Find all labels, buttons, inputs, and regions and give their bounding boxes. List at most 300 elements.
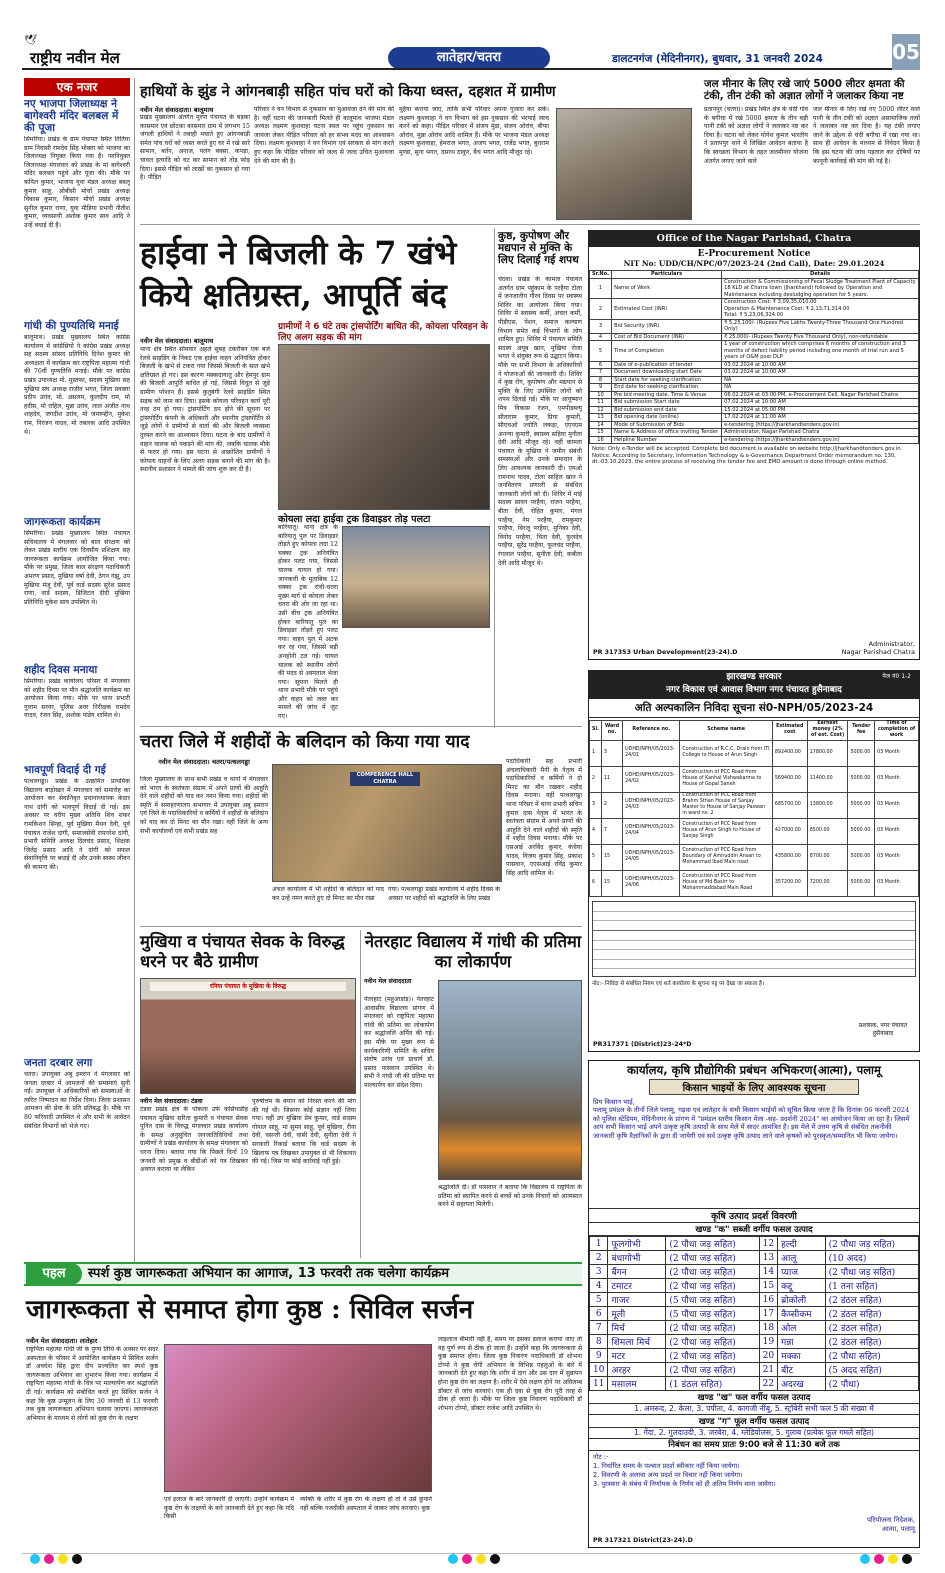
mukhiya-headline: मुखिया व पंचायत सेवक के विरुद्ध धरने पर बैठे ग्रामीण xyxy=(140,932,345,971)
hussainabad-cell: 17800.00 xyxy=(807,740,848,766)
nazar-item xyxy=(24,98,130,316)
nagar-cell: 15.02.2024 at 05:00 PM xyxy=(722,406,919,414)
masthead-rule xyxy=(22,44,892,70)
hussainabad-row xyxy=(590,766,919,792)
nazar-item xyxy=(24,764,130,1053)
hussainabad-pr: PR317371 (District)23-24*D xyxy=(593,1041,692,1048)
nagar-cell: Construction & Commissioning of Fecal Sludge Treatment Plant of Capacity 18 KLD at Chatra town (Jharkhand) followed by Operation and Maintenance including desludging operation for 5 years. xyxy=(722,278,919,299)
nagar-title: E-Procurement Notice xyxy=(697,249,811,259)
register-dot xyxy=(902,1554,912,1564)
atma-cell: बैंगन xyxy=(608,1265,666,1279)
hussainabad-cell: 3 xyxy=(590,792,602,818)
nagar-row xyxy=(590,421,919,429)
atma-section-k: खण्ड "क" सब्जी वर्गीय फसल उत्पाद xyxy=(589,1222,919,1236)
kusht-headline: कुष्ठ, कुपोषण और मद्यपान से मुक्ति के लिए दिलाई गई शपथ xyxy=(498,230,579,266)
nagar-cell: 11 xyxy=(590,399,612,407)
atma-cell: शिमला मिर्च xyxy=(608,1335,666,1349)
register-dot xyxy=(888,1554,898,1564)
atma-cell: प्याज xyxy=(778,1265,826,1279)
ek-nazar-column xyxy=(24,98,130,1263)
hussainabad-th: Scheme name xyxy=(680,721,773,741)
nagar-cell: 6 xyxy=(590,361,612,369)
hussainabad-cell: 7 xyxy=(601,818,622,844)
atma-cell: ओल xyxy=(778,1321,826,1335)
pahal-col-2: एवं इलाज के बारे जानकारी दी जाएगी। उन्होंने कार्यक्रम में कुष्ठ रोग के लक्षणों के बारे जानकारी देते हुए कहा कि यदि किसी xyxy=(164,1496,294,1521)
nagar-cell: 12 xyxy=(590,406,612,414)
nagar-cell: Document downloading start Date xyxy=(612,369,722,377)
nagar-sign: Administrator, Nagar Parishad Chatra xyxy=(841,640,915,656)
register-dot xyxy=(30,1554,40,1564)
nagar-cell: End date for seeking clarification xyxy=(612,384,722,392)
hussainabad-cell: 15 xyxy=(601,870,622,896)
hussainabad-cell: 2 xyxy=(601,792,622,818)
jal-col-2: जल मीनार के लिए रखे गए 5000 लीटर वाले पानी के तीन टंकी को अज्ञात असामाजिक तत्वों ने जलाकर नष्ट कर दिया है। यह टंकी लगाए जाने के उद्देश्य से चंदी बगीचा में रखा गया था। साथ ही आवेदन के माध्यम से निवेदन किया है कि इस घटना की जांच पड़ताल कर दोषियों पर कानूनी कार्रवाई की मांग की गई है। xyxy=(813,106,920,165)
lead-headline: हाथियों के झुंड ने आंगनबाड़ी सहित पांच घरों को किया ध्वस्त, दहशत में ग्रामीण xyxy=(140,84,556,100)
gandhi-col-2: श्रद्धांजलि दी। डॉ पासवान ने बताया कि विद्यालय में राष्ट्रपिता के प्रतिमा को स्थापित करने से बच्चों को उनके विचारों को आत्मसात करने में सहायता मिलेगी। xyxy=(438,1184,582,1209)
hussainabad-cell: UDHD/NPH/05/2023-24/01 xyxy=(623,740,680,766)
atma-note: 3. पुरस्कार के संबंध में निर्णायक के निर्णय को ही अंतिम निर्णय माना जायेगा। xyxy=(593,1480,776,1488)
nagar-cell: 1 year of construction which comprises 6 months of construction and 3 months of defect liability period including one month of trial run and 5 years of O&M post DLP xyxy=(722,341,919,362)
jal-col-1: प्रतापपुर (चतरा)। प्रखंड स्थित क्षेत्र के चंदी गांव के बगीचा में रखे 5000 क्षमता के तीन बड़ी पानी टंकी को अज्ञात लोगों ने जलाकर नष्ट कर दिया है। घटना को लेकर योगेश कुमार भारतीय ने प्रतापपुर थाने में लिखित आवेदन बताया है कि स्वच्छता विभाग के तहत जलमीनार योजना अंतर्गत लगाए जाने वाले xyxy=(704,106,808,165)
nagar-row xyxy=(590,376,919,384)
shahid-col-4: पदाधिकारी सह प्रभारी अंचलाधिकारी मैनी के नेतृत्व में पदाधिकारियों व कर्मियों ने दो मिनट का मौन रखकर शहीद दिवस मनाया। वहीं पत्थलगड्डा थाना परिसर में थाना प्रभारी सचिन कुमार दास नेतृत्व में भारत के स्वतंत्रता संग्राम में अपने प्राणों की आहुति देने वाले शहीदों की स्मृति में शहीद दिवस मनाया। मौके पर एसआई अरविंद कुमार, कंचेया यादव, विजय कुमार सिंह, प्रकाश पासवान, एएसआई रविंद्र कुमार सिंह आदि शामिल थे। xyxy=(506,758,582,877)
atma-tbody xyxy=(590,1237,919,1391)
atma-cell: (2 डंठल सहित) xyxy=(825,1321,918,1335)
hussainabad-th: Reference no. xyxy=(623,721,680,741)
nagar-cell: Bid submission Start date xyxy=(612,399,722,407)
nagar-cell: Administrator, Nagar Parishad Chatra xyxy=(722,429,919,437)
hussainabad-sign: प्रशासक, नगर पंचायत हुसैनाबाद xyxy=(858,1022,908,1037)
hussainabad-row xyxy=(590,818,919,844)
nagar-cell: 9 xyxy=(590,384,612,392)
atma-time: निबंधन का समय प्रातः 9:00 बजे से 11:30 बजे तक xyxy=(589,1439,919,1451)
register-dot xyxy=(860,1554,870,1564)
hussainabad-notice xyxy=(588,670,920,1052)
nagar-cell: Name & Address of office inviting Tender xyxy=(612,429,722,437)
atma-cell: ब्रोकोली xyxy=(778,1293,826,1307)
nagar-cell: 8 xyxy=(590,376,612,384)
atma-sign: परियोजना निदेशक, आत्मा, पलामू xyxy=(867,1516,915,1533)
pahal-byline: नवीन मेल संवाददाता। लातेहार xyxy=(26,1337,98,1345)
mukhiya-byline: नवीन मेल संवाददाता। टंडवा xyxy=(140,1098,203,1105)
atma-cell: (5 पौधा जड़ सहित) xyxy=(666,1307,759,1321)
atma-section-kh: खण्ड "ख" फल वर्गीय फसल उत्पाद xyxy=(589,1391,919,1404)
hussainabad-title: अति अल्पकालिन निविदा सूचना सं0-NPH/05/2023-24 xyxy=(589,701,919,718)
atma-notice xyxy=(588,1060,920,1548)
atma-cell: कैप्सीकम xyxy=(778,1307,826,1321)
atma-cell: (2 डंठल सहित) xyxy=(825,1293,918,1307)
hussainabad-header-row xyxy=(590,721,919,741)
pahal-banner: स्पर्श कुष्ठ जागरूकता अभियान का आगाज, 13 फरवरी तक चलेगा कार्यक्रम xyxy=(88,1266,449,1281)
atma-cell: मसालम xyxy=(608,1377,666,1391)
highway-photo xyxy=(278,344,490,510)
nagar-th: Particulars xyxy=(612,271,722,279)
atma-cell: 5 xyxy=(590,1293,608,1307)
atma-cell: फूलगोभी xyxy=(608,1237,666,1251)
nagar-cell: 16 xyxy=(590,436,612,444)
nagar-cell: Name of Work xyxy=(612,278,722,299)
atma-cell: (2 पौधा सहित) xyxy=(825,1349,918,1363)
atma-cell: 17 xyxy=(759,1307,777,1321)
atma-cell: मक्का xyxy=(778,1349,826,1363)
register-dot xyxy=(72,1554,82,1564)
nagar-cell: Date of e-publication of tender xyxy=(612,361,722,369)
truck-photo xyxy=(342,526,490,628)
atma-cell: (2 पौधा जड़ सहित) xyxy=(666,1363,759,1377)
nagar-cell: 7 xyxy=(590,369,612,377)
truck-body-cont xyxy=(342,632,490,722)
hussainabad-cell: 5000.00 xyxy=(848,844,875,870)
atma-cell: (2 पौधा जड़ सहित) xyxy=(666,1265,759,1279)
atma-row xyxy=(590,1363,919,1377)
hussainabad-th: Ward no. xyxy=(601,721,622,741)
hussainabad-cell: 5000.00 xyxy=(848,870,875,896)
atma-cell: मटर xyxy=(608,1349,666,1363)
nagar-row xyxy=(590,391,919,399)
hussainabad-cell: 427000.00 xyxy=(772,818,807,844)
atma-cell: (2 डंठल सहित) xyxy=(825,1335,918,1349)
hussainabad-cell: 15 xyxy=(601,844,622,870)
nagar-row xyxy=(590,341,919,362)
mukhiya-col-2: पुरुषोत्तम के बयान को निरस्त करने की मांग की गई थी। जिसपर कोई संज्ञान नहीं लिया गया। वहीं उप मुखिया प्रेम कुमार, वार्ड सदस्य गोपाल साहू, मां सुमन साहू, पूर्व मुखिया, रीना देवी, वसन्ती देवी, वासी देवी, सुनीता देवी ने सरकारी रिकार्ड बताया कि वार्ड सदस्य के खिलाफ पत्र लिखकर उपायुक्त से भी शिकायत की गई। जिस पर कोई कार्रवाई नहीं हुई। xyxy=(252,1098,356,1166)
atma-cell: (2 पौधा जड़ सहित) xyxy=(825,1265,918,1279)
hussainabad-th: Time of completion of work xyxy=(875,721,919,741)
atma-cell: 19 xyxy=(759,1335,777,1349)
atma-cell: (5 पौधा जड़ सहित) xyxy=(666,1293,759,1307)
ek-nazar-label: एक नजर xyxy=(24,78,130,96)
hussainabad-cell: 11 xyxy=(601,766,622,792)
atma-row xyxy=(590,1377,919,1391)
nazar-title: भावपूर्ण विदाई दी गई xyxy=(24,764,106,776)
hussainabad-tbody xyxy=(590,740,919,896)
hussainabad-table xyxy=(589,720,919,897)
pahal-label: पहल xyxy=(26,1263,82,1285)
atma-intro: प्रिय किसान भाई, पलामू प्रमंडल के तीनों जिले पलामू, गढ़वा एवं लातेहार के सभी किसान भाईयों को सूचित किया जाता है कि दिनांक 06 फरवरी 2024 को पुलिस स्टेडियम, मेदिनीनगर के प्रांगण में "प्रमंडल स्तरीय किसान मेला -सह- प्रदर्शनी 2024" का आयोजन किया जा रहा है। जिसमें आप सभी किसान भाई अपने उत्कृष्ट कृषि उत्पादों के साथ मेले में सादर आमंत्रित हैं। इस मेले में उत्तम कृषि से संबंधित तकनीकी जानकारी कृषि वैज्ञानिकों के द्वारा दी जायेगी एवं सर्व उत्कृष्ट कृषि उत्पाद लाने वाले कृषकों को पुरस्कृत/सम्मानित भी किया जायेगा। xyxy=(593,1098,910,1140)
nagar-cell: 17.02.2024 at 11:00 AM xyxy=(722,414,919,422)
nagar-row xyxy=(590,369,919,377)
nagar-cell: ₹ 25,000/- (Rupees Twenty Five Thousand Only), non-refundable xyxy=(722,333,919,341)
atma-note: 1. निर्धारित समय के पश्चात प्रदर्श स्वीकार नहीं किया जायेगा। xyxy=(593,1462,740,1470)
atma-row xyxy=(590,1335,919,1349)
atma-cell: बीट xyxy=(778,1363,826,1377)
pahal-col-4: लाइलाज बीमारी नहीं है, समय पर इसका इलाज कराया जाए तो वह पूर्ण रूप से ठीक हो जाता है। उन्होंने कहा कि जागरूकता से कुष्ठ समाप्त होगा। जिला कुष्ठ निवारण पदाधिकारी डॉ शोभना टोप्पो ने कुष्ठ रोगी अभियान के विभिन्न पहलुओं के बारे में जानकारी देते हुए कहा कि शरीर में दाग और उस दाग में सुन्नापन होना कुष्ठ रोग का लक्षण है। शरीर में ऐसे लक्षण होने पर अविलम्ब डॉक्टर से जांच करवाएं। एक ही दवा से कुष्ठ रोग पूरी तरह से ठीक हो जाता है। मौके पर जिला कुष्ठ निवारण पदाधिकारी डॉ शोभना टोप्पो, डॉक्टर राजेश आदि उपस्थित थे। xyxy=(438,1336,582,1412)
masthead-logo-icon: 🕊 xyxy=(24,35,37,46)
mukhiya-col-1: टंडवा प्रखंड क्षेत्र के पोकला उर्फ कसियाडीह पंचायत मुखिया सरिता कुमारी व पंचायत सेवक पुनित दास के विरुद्ध मंगलवार प्रखंड कार्यालय के समक्ष अनुसूचित जनजातिविधियों तथा ग्रामीणों ने प्रखंड कार्यालय के समक्ष मंगलवार को धरना दिया। बताया गया कि पिछले दिनों 19 जनवरी को प्रमुख व बीडीओ को पत्र लिखकर अवगत कराया था लेकिन xyxy=(140,1106,248,1174)
atma-cell: 2 xyxy=(590,1251,608,1265)
atma-row xyxy=(590,1349,919,1363)
atma-cell: अदरख xyxy=(778,1377,826,1391)
atma-cell: 12 xyxy=(759,1237,777,1251)
hussainabad-cell: 357200.00 xyxy=(772,870,807,896)
atma-cell: आलू xyxy=(778,1251,826,1265)
nazar-title: गांधी की पुण्यतिथि मनाई xyxy=(24,320,119,332)
nagar-cell: 07.02.2024 at 10:00 AM xyxy=(722,399,919,407)
hussainabad-cell: Construction of PCC Road from Boundary of Amiruddin Ansari to Mohammad Ibad Main road xyxy=(680,844,773,870)
atma-cell: बंधागोभी xyxy=(608,1251,666,1265)
nagar-note: Note: Only e-Tender will be accepted. Complete bid document is available on website http://jharkhandtenders.gov.in. Notice: According to Secretary, Information Technology & e-Governance Department Order memorandum no. 130, dt.-03.10.2023, the entire process of receiving the tender fee and EMD amount is done through online method. xyxy=(592,446,903,466)
hussainabad-cell: UDHD/NPH/05/2023-24/06 xyxy=(623,870,680,896)
nazar-item xyxy=(24,516,130,660)
atma-cell: मूली xyxy=(608,1307,666,1321)
hussainabad-row xyxy=(590,870,919,896)
nagar-cell: Pre bid meeting date, Time & Venue xyxy=(612,391,722,399)
nazar-title: शहीद दिवस मनाया xyxy=(24,664,98,676)
highway-body: थाना क्षेत्र स्थित सोमवार अहले सुबह टकरीबन एक बजे रेलवे साइडिंग के निकट एक हाईवा वाहन अनियंत्रित होकर बिजली के खंभे से टकरा गया जिससे बिजली के सात खंभे क्षतिग्रस्त हो गए। इस कारण मक्कदायातु और हेमपुर ग्राम की बिजली आपूर्ति बाधित हो गई, जिससे विधुत से जुड़े ग्रामीण परेशान हैं। इससे कुतुबंगी रेलवे साइडिंग स्थित सड़क को जाम कर दिया। इसके कोयला परिवहन कार्य पूरी तरह ठप हो गया। ट्रांसपोर्टिंग ठप होने की सूचना पर ट्रांसपोर्टिंग कंपनी के अधिकारी और स्थानीय ट्रांसपोर्टिंग से जुड़े लोगों ने ग्रामीणों से वार्ता की और बिजली व्यवस्था दुरुस्त करने का आश्वासन दिया। घटना के बाद ग्रामीणों ने वाहन चालक को पकड़ने की मांग की, जबकि चालक मौके से फरार हो गया। इस घटना से आक्रोशित ग्रामीणों ने कोयला वाहनों के लिए अलग सड़क बनाने की मांग की है। स्थानीय प्रशासन ने मामले की जांच शुरू कर दी है। xyxy=(140,346,270,474)
atma-cell: 1 xyxy=(590,1237,608,1251)
hussainabad-th: Earnest money (2% of est. Cost) xyxy=(807,721,848,741)
atma-cell: (1 डंठल सहित) xyxy=(666,1377,759,1391)
nagar-cell: e-tendering (https://jharkhandtenders.gov.in) xyxy=(722,421,919,429)
nagar-cell: NA xyxy=(722,384,919,392)
nagar-row xyxy=(590,361,919,369)
nagar-cell: NA xyxy=(722,376,919,384)
atma-note: 2. विवरणी के अलावा अन्य प्रदर्श पर विचार नहीं किया जायेगा। xyxy=(593,1471,743,1479)
nagar-cell: 1 xyxy=(590,278,612,299)
section-pill: लातेहार/चतरा xyxy=(388,47,550,69)
shahid-col-3: गया। पत्थलगड्डा प्रखंड कार्यालय में शहीद दिवस के अवसर पर शहीदों को श्रद्धांजलि के लिए प्रखंड xyxy=(388,886,500,902)
truck-caption: कोयला लदा हाईवा ट्रक डिवाइडर तोड़ पलटा xyxy=(278,512,490,525)
dateline: डालटनगंज (मेदिनीनगर), बुधवार, 31 जनवरी 2024 xyxy=(612,53,823,65)
hussainabad-cell: Construction of R.C.C. Drain from ITI College to House of Arun Singh xyxy=(680,740,773,766)
nazar-title: जागरूकता कार्यक्रम xyxy=(24,516,101,528)
atma-cell: मिर्च xyxy=(608,1321,666,1335)
hussainabad-cell: Construction of PCC Road from House of Kanhai Vishwakarma to House of Gopal Saneh xyxy=(680,766,773,792)
gandhi-col-1: नेतरहाट (महुआडांड़)। नेतरहाट आवासीय विद्यालय प्रांगण में मंगलवार को राष्ट्रपिता महात्मा गांधी की प्रतिमा का लोकार्पण कर श्रद्धांजलि अर्पित की गई। इस मौके पर मुख्य रूप से कार्यकारिणी समिति के सचिव संतोष उरांव एवं प्राचार्य डॉ. प्रसाद पासवान उपस्थित थे। सभी ने गांधी जी की प्रतिमा पर माल्यार्पण कर संदेश दिया। xyxy=(364,996,434,1089)
nagar-parishad-notice xyxy=(588,230,920,660)
hussainabad-cell: 892400.00 xyxy=(772,740,807,766)
atma-cell: (2 पौधा जड़ सहित) xyxy=(666,1321,759,1335)
atma-row xyxy=(590,1293,919,1307)
hussainabad-cell: 2 xyxy=(590,766,602,792)
pahal-headline: जागरूकता से समाप्त होगा कुष्ठ : सिविल सर्जन xyxy=(26,1295,474,1325)
nagar-cell: e-tendering (https://jharkhandtenders.gov.in) xyxy=(722,436,919,444)
mukhiya-sign-text: रनिया पंचायत के मुखिया के विरुद्ध xyxy=(150,982,346,991)
atma-cell: 11 xyxy=(590,1377,608,1391)
nagar-cell: 13 xyxy=(590,414,612,422)
atma-cell: (2 पौधा जड़ सहित) xyxy=(666,1349,759,1363)
nagar-row xyxy=(590,384,919,392)
hussainabad-cell: 13800.00 xyxy=(807,792,848,818)
nazar-text: सिमरिया। प्रखंड के ग्राम पंचायत स्थित तितिया ग्राम निवासी रामदेव सिंह भोक्ता को भाजपा का जिलाध्यक्ष नियुक्त किया गया है। नवनियुक्त जिलाध्यक्ष मंगलवार को प्रखंड के मां बागेश्वरी मंदिर बलबल पहुंचे और पूजा की। मौके पर कपिल कुमार, भाजपा युवा मंडल अध्यक्ष बबलू कुमार साहू, ओबीसी मोर्चा प्रखंड अध्यक्ष विकास कुमार, किसान मोर्चा प्रखंड अध्यक्ष सुनील कुमार राणा, युवा मीडिया प्रभारी नीतीश कुमार, व्यवसायी अशोक कुमार साव आदि ने उन्हें बधाई दी है। xyxy=(24,136,130,229)
hussainabad-cell: 5000.00 xyxy=(848,792,875,818)
nazar-item xyxy=(24,664,130,760)
hussainabad-cell: 4 xyxy=(590,818,602,844)
atma-pr: PR 317321 District(23-24).D xyxy=(593,1537,693,1544)
hussainabad-th: Estimated cost xyxy=(772,721,807,741)
atma-cell: 14 xyxy=(759,1265,777,1279)
hussainabad-cell: 569400.00 xyxy=(772,766,807,792)
atma-g-text: 1. गेंदा, 2. गुलदाउदी, 3. जरबेरा, 4. ग्लेडियोलस, 5. गुलाब (प्रत्येक फूल गमले सहित) xyxy=(589,1428,919,1439)
atma-note: नोट :- xyxy=(593,1453,609,1461)
atma-section-g: खण्ड "ग" फूल वर्गीय फसल उत्पाद xyxy=(589,1415,919,1428)
nagar-row xyxy=(590,406,919,414)
nagar-office: Office of the Nagar Parishad, Chatra xyxy=(589,231,919,247)
hussainabad-th: Tender fee xyxy=(848,721,875,741)
hussainabad-row xyxy=(590,844,919,870)
hussainabad-cell: Construction of PCC Road from House of Md Basirr to Mohammaddabad Main Road xyxy=(680,870,773,896)
register-dot xyxy=(490,1554,500,1564)
shahid-banner: COMPERENCE HALL CHATRA xyxy=(350,772,420,786)
highway-subhead: ग्रामीणों ने 6 घंटे तक ट्रांसपोर्टिंग बाधित की, कोयला परिवहन के लिए अलग सड़क की मांग xyxy=(278,322,488,343)
hussainabad-cell: 6 xyxy=(590,870,602,896)
atma-row xyxy=(590,1321,919,1335)
atma-cell: (2 पौधा) xyxy=(825,1377,918,1391)
atma-notes xyxy=(589,1451,919,1491)
nagar-row xyxy=(590,414,919,422)
atma-row xyxy=(590,1251,919,1265)
nazar-text: सिमरिया। प्रखंड कार्यालय परिसर में मंगलवार को शहीद दिवस पर मौन श्रद्धांजलि कार्यक्रम का आयोजन किया गया। मौके पर थाना प्रभारी गुलाम सरवर, पुलिस अवर निरीक्षक रामदेव यादव, रंजन सिंह, अशोक पांडेय शामिल थे। xyxy=(24,678,130,720)
nagar-cell: ₹ 5,23,100/- (Rupees Five Lakhs Twenty-Three Thousand One Hundred Only) xyxy=(722,319,919,333)
nagar-cell: 14 xyxy=(590,421,612,429)
hussainabad-cell: 03 Month xyxy=(875,740,919,766)
atma-cell: (1 तना सहित) xyxy=(825,1279,918,1293)
lead-col-3: मुहैया कराया जाए, ताकि सभी परिवार अपना गुजारा कर सकें। लक्ष्मण कुशवाहा ने वन विभाग को इस नुकसान की भरपाई जल्द करने को कहा। पीड़ित परिवार में संजय मुंडा, संजय ओरांव, बीफा ओरांव, मुन्ना ओरांव आदि शामिल हैं। मौके पर भाजपा मंडल अध्यक्ष लक्ष्मण कुशवाहा, हेमराज भगत, अजय भगत, राजेंद्र भगत, बुधराम मुण्डा, सुना भगत, दसरथ ठाकुर, बैच भगत आदि मौजूद रहे। xyxy=(399,106,549,156)
hussainabad-small-table xyxy=(592,901,916,977)
nazar-title: जनता दरबार लगा xyxy=(24,1057,93,1069)
atma-cell: 13 xyxy=(759,1251,777,1265)
nazar-text: पत्थलगड्डा। प्रखंड के उत्क्रमित प्राथमिक विद्यालय बाड़ोखार में मंगलवार को समारोह का आयोजन कर सेवानिवृत प्रधानाध्यापक केदार नाथ दांगी को भावपूर्ण विदाई दी गई। इस अवसर पर वरीय मुख्य अतिथि शिव शंकर रामकिशन सिन्हा, पूर्व मुखिया मैथन देवी, पूर्व पंचायत राजेश दांगी, समाजसेवी रामनरेश दांगी, प्रभारी समिति अध्यक्ष दिलचंद प्रसाद, शिक्षक जितेंद्र प्रसाद आदि ने दांगी को सफल सेवानिवृत्ति पर बधाई दी और उनके स्वस्थ जीवन की कामना की। xyxy=(24,778,130,871)
nazar-title: नए भाजपा जिलाध्यक्ष ने बागेश्वरी मंदिर बलबल में की पूजा xyxy=(24,98,119,134)
highway-byline: नवीन मेल संवाददाता। बालूमाथ xyxy=(140,337,214,345)
nagar-cell: 15 xyxy=(590,429,612,437)
atma-cell: 10 xyxy=(590,1363,608,1377)
atma-cell: अरहर xyxy=(608,1363,666,1377)
lead-col-1: प्रखंड मुख्यालय अंतर्गत मुरपा पंचायत के बड़का कासमार एवं छोटका कासमार ग्राम में लगभग 15 जंगली हाथियों ने तबाही मचाते हुए आंगनबाड़ी समेत पांच घरों को ध्वस्त करते हुए घर में रखे सारे सामान, बर्तन, अनाज, पलंग बक्सा, कपड़ा, चावल इत्यादि को चट कर सामान को तोड़ फोड़ दिया। इससे पीड़ित को लाखों का नुकसान हो गया है। पीड़ित xyxy=(140,114,250,182)
atma-cell: गाजर xyxy=(608,1293,666,1307)
nagar-row xyxy=(590,299,919,320)
hussainabad-cell: 8700.00 xyxy=(807,844,848,870)
atma-cell: (2 पौधा जड़ सहित) xyxy=(666,1335,759,1349)
register-dot xyxy=(448,1554,458,1564)
nagar-cell: 03.02.2024 at 10:00 AM xyxy=(722,361,919,369)
nagar-cell: Bid submission end date xyxy=(612,406,722,414)
gandhi-headline: नेतरहाट विद्यालय में गांधी की प्रतिमा का लोकार्पण xyxy=(364,932,582,971)
atma-cell: 21 xyxy=(759,1363,777,1377)
register-dot xyxy=(58,1554,68,1564)
hussainabad-cell: 03 Month xyxy=(875,766,919,792)
nagar-row xyxy=(590,429,919,437)
pahal-col-1: राष्ट्रपिता महात्मा गांधी जी के पुण्य तिथि के अवसर पर सदर अस्पताल के परिसर में आयोजित कार्यक्रम में सिविल सर्जन डॉ अवधेश सिंह द्वारा दीप प्रज्वलित कर स्पर्श कुष्ठ जागरूकता अभियान का शुभारंभ किया गया। कार्यक्रम में राष्ट्रपिता महात्मा गांधी के चित्र पर माल्यार्पण कर श्रद्धांजलि दी गई। कार्यक्रम को संबोधित करते हुए सिविल सर्जन ने कहा कि कुष्ठ उन्मूलन के लिए 30 जनवरी से 13 फरवरी तक कुष्ठ जागरूकता अभियान चलाया जाएगा। जागरूकता अभियान के माध्यम से लोगों को कुष्ठ रोग के लक्षण xyxy=(26,1346,158,1422)
hussainabad-dept: नगर विकास एवं आवास विभाग नगर पंचायत हुसैनाबाद xyxy=(666,685,842,695)
highway-headline: हाईवा ने बिजली के 7 खंभे किये क्षतिग्रस्त, आपूर्ति बंद xyxy=(140,234,457,314)
atma-row xyxy=(590,1279,919,1293)
hussainabad-cell: 685700.00 xyxy=(772,792,807,818)
atma-cell: (10 अदद) xyxy=(825,1251,918,1265)
nagar-th: Sr.No. xyxy=(590,271,612,279)
lead-col-2: परिवार ने वन विभाग से नुकसान का मुआवजा देने की मांग की है। वहीं घटना की जानकारी मिलते ही बालूमाथ भाजपा मंडल अध्यक्ष लक्ष्मण कुशवाहा घटना स्थल पर पहुंच नुकसान का जायजा लेकर पीड़ित परिवार को हर संभव मदद का आश्वासन दिया। लक्ष्मण कुशवाहा ने वन विभाग एवं सरकार से मांग करते हुए कहा कि पीड़ित परिवार को जल्द से जल्द उचित मुआवजा देने की मांग की है। xyxy=(254,106,394,165)
mukhiya-photo xyxy=(140,978,356,1094)
hussainabad-cell: 03 Month xyxy=(875,844,919,870)
nagar-th: Details xyxy=(722,271,919,279)
shahid-byline: नवीन मेल संवाददाता। चतरा/पत्थलगड्डा xyxy=(158,758,250,766)
hussainabad-cell: 03 Month xyxy=(875,818,919,844)
nagar-cell: Time of Completion xyxy=(612,341,722,362)
atma-cell: (2 पौधा जड़ सहित) xyxy=(666,1237,759,1251)
atma-cell: 18 xyxy=(759,1321,777,1335)
nagar-nit: NIT No: UDD/CH/NPC/07/2023-24 (2nd Call), Date: 29.01.2024 xyxy=(623,259,885,268)
nagar-cell: Mode of Submission of Bids xyxy=(612,421,722,429)
atma-cell: 22 xyxy=(759,1377,777,1391)
hussainabad-cell: 03 Month xyxy=(875,870,919,896)
pahal-photo xyxy=(164,1344,432,1492)
hussainabad-page: पेज नं0 1-2 xyxy=(882,673,911,680)
hussainabad-cell: 8500.00 xyxy=(807,818,848,844)
hussainabad-cell: Construction of PCC Road from House of Arun Singh to House of Sanjay Singh xyxy=(680,818,773,844)
hussainabad-thead xyxy=(590,721,919,741)
nagar-cell: Helpline Number xyxy=(612,436,722,444)
shahid-headline: चतरा जिले में शहीदों के बलिदान को किया गया याद xyxy=(140,732,470,752)
nagar-cell: Construction Cost: ₹ 3,09,35,010.00 Operation & Maintenance Cost: ₹ 2,13,71,314.00 Total: ₹ 5,23,06,324.00 xyxy=(722,299,919,320)
nagar-cell: 5 xyxy=(590,341,612,362)
nazar-item xyxy=(24,320,130,512)
nagar-cell: Bid opening date (online) xyxy=(612,414,722,422)
atma-row xyxy=(590,1307,919,1321)
atma-table-title: कृषि उत्पाद प्रदर्श विवरणी xyxy=(589,1208,919,1222)
atma-kh-text: 1. अमरूद, 2. केला, 3. पपीता, 4. कागजी नींबू, 5. स्ट्रॉबेरी सभी फल 5 की संख्या में xyxy=(589,1404,919,1415)
register-dot xyxy=(44,1554,54,1564)
nazar-text: सिमरिया। प्रखंड मुख्यालय स्थित पंचायत सचिवालय में मंगलवार को बाल संरक्षण को लेकर प्रखंड स्तरीय एक दिवसीय प्रशिक्षण सह जागरूकता कार्यक्रम आयोजित किया गया। मौके पर प्रमुख, जिला बाल संरक्षण पदाधिकारी अमरण प्रसाद, मुखिया वर्षा देवी, ठेगन गंझू, उप मुखिया मंजू देवी, पूर्व वार्ड सदस्य सुरेश प्रसाद राणा, वार्ड सदस्य, डिजिटल दीदी मुखिया प्रतिनिधि मुकेश साव उपस्थित थे। xyxy=(24,530,130,606)
atma-cell: (2 पौधा जड़ सहित) xyxy=(666,1279,759,1293)
register-dot xyxy=(874,1554,884,1564)
atma-cell: 3 xyxy=(590,1265,608,1279)
nagar-cell: 4 xyxy=(590,333,612,341)
nagar-cell: 03.02.2024 at 10:00 AM xyxy=(722,369,919,377)
hussainabad-cell: UDHD/NPH/05/2023-24/03 xyxy=(623,792,680,818)
kusht-body: चंदवा। प्रखंड के कामता पंचायत अंतर्गत ग्राम पहुंकाम के परहैया टोला में जनजातीय गौरव दिवस पर स्वास्थ्य शिविर का आयोजन किया गया। शिविर में स्वास्थ्य कर्मी, अंचल कर्मी, पीडीएस, पेंशन, समाज कल्याण विभाग समेत कई विभागों के लोग शामिल हुए। शिविर में पंचायत समिति सदस्य अयूब खान, मुखिया रोजा भगत ने संयुक्त रूप से उद्घाटन किया। मौके पर सभी विभाग के अधिकारियों ने योजनाओं की जानकारी दी। शिविर में कुष्ठ रोग, कुपोषण और मद्यपान से मुक्ति के लिए उपस्थित लोगों को शपथ दिलाई गई। मौके पर आयुष्मान मित्र विकास रंजन, एमपीडब्ल्यू सीताराम कुमार, प्रिया कुमारी, सीएचओ ज्योति लकड़ा, एएनएम अनन्या कुमारी, स्वास्थ्य सहिया मुनीता देवी आदि मौजूद रहे। वहीं कामता पंचायत के मुखिया ने जमीन संबंधी समस्याओं और उनके समाधान के लिए आवश्यक जानकारी दी। एमओ रामनाथ यादव, टोला साहिल खान ने जनवितरण प्रणाली से संबंधित जानकारी लोगों को दी। शिविर में मांई सदस्य सावन परहैया, राजन परहैया, बीता देवी, रोहित कुमार, मंगल परहैया, नेम परहैया, रामकुमार परहैया, बिरजू परहैया, मुनिका देवी, विनोद परहैया, चिंता देवी, फुलदेव परहैया, सुरेंद्र परहैया, फूलचंद परहैया, रंगलाल परहैया, सुनीता देवी, कबीता देवी आदि मौजूद थे। xyxy=(498,276,582,567)
page-number: 05 xyxy=(892,34,920,70)
atma-cell: टमाटर xyxy=(608,1279,666,1293)
nagar-cell: Estimated Cost (INR) xyxy=(612,299,722,320)
nazar-text: चतरा। उपायुक्त अबु इमरान ने मंगलवार को जनता दरबार में आमजनों की समस्याएं सुनी गईं। उपायुक्त ने अधिकारियों को समस्याओं के त्वरित निष्पादन का निर्देश दिया। जिला प्रशासन आमजन की सेवा के प्रति प्रतिबद्ध है। मौके पर 80 फरियादी उपस्थित थे और सभी के आवेदन संबंधित विभागों को भेजे गए। xyxy=(24,1071,130,1130)
hussainabad-note: नोट:- निविदा से संबंधित नियम एवं शर्त कार्यालय के सूचना पट्ट पर देखा जा सकता है। xyxy=(592,980,765,987)
hussainabad-cell: 435800.00 xyxy=(772,844,807,870)
hussainabad-cell: 5000.00 xyxy=(848,740,875,766)
hussainabad-cell: 5000.00 xyxy=(848,818,875,844)
hussainabad-cell: 1 xyxy=(590,740,602,766)
hussainabad-header xyxy=(589,671,919,699)
atma-sub: किसान भाइयों के लिए आवश्यक सूचना xyxy=(649,1079,859,1095)
atma-title: कार्यालय, कृषि प्रौद्योगिकी प्रबंधन अभिकरण(आत्मा), पलामू xyxy=(626,1063,881,1077)
nazar-text: बालूमाथ। प्रखंड मुख्यालय स्थित कांग्रेस कार्यालय में कांग्रेसियों ने कांग्रेस प्रखंड अध्यक्ष सह सदस्य सांसद प्रतिनिधि दिनेश कुमार की अध्यक्षता में कार्यक्रम कर राष्ट्रपिता महात्मा गांधी की 76वीं पुण्यतिथि मनाई। मौके पर कांग्रेस प्रखंड उपाध्यक्ष मो. मुस्तफा, सदस्य मुखिया सह मुखिया संघ अध्यक्ष राजीव भगत, जिला प्रवक्ता प्रदीप उरांव, मो. असलम, कुलदीप राम, मो हदीस, मो राहिल, मुन्ना उरांव, लाल अजीत नाथ शाहदेव, जगदीश उरांव, मो जमरूद्दीन, मुकेश राम, निरंजन यादव, मो तबारक आदि उपस्थित थे। xyxy=(24,334,130,436)
gandhi-statue-photo xyxy=(438,980,582,1180)
hussainabad-cell: UDHD/NPH/05/2023-24/05 xyxy=(623,844,680,870)
atma-cell: 8 xyxy=(590,1335,608,1349)
masthead-title: राष्ट्रीय नवीन मेल xyxy=(30,49,120,67)
atma-row xyxy=(590,1237,919,1251)
pahal-col-3: व्यक्ति के शरीर में कुष्ठ रोग के लक्षण हो तो वे उसे छुपाने नहीं बल्कि नजदीकी अस्पताल में जाकर जांच करवाएं। कुष्ठ xyxy=(300,1496,432,1512)
nagar-cell: 10 xyxy=(590,391,612,399)
hussainabad-cell: 5 xyxy=(590,844,602,870)
atma-cell: हल्दी xyxy=(778,1237,826,1251)
hussainabad-cell: 11400.00 xyxy=(807,766,848,792)
hussainabad-row xyxy=(590,792,919,818)
hussainabad-row xyxy=(590,740,919,766)
shahid-col-2: अंचल कार्यालय में भी शहीदों के बलिदान को याद कर उन्हें नमन करते हुए दो मिनट का मौन रखा xyxy=(272,886,384,902)
atma-cell: 15 xyxy=(759,1279,777,1293)
nagar-row xyxy=(590,319,919,333)
hussainabad-cell: 7200.00 xyxy=(807,870,848,896)
nagar-cell: 2 xyxy=(590,299,612,320)
atma-cell: 20 xyxy=(759,1349,777,1363)
nagar-row xyxy=(590,333,919,341)
hussainabad-cell: UDHD/NPH/05/2023-24/04 xyxy=(623,818,680,844)
nagar-pr: PR 317353 Urban Development(23-24).D xyxy=(593,649,738,656)
nagar-row xyxy=(590,399,919,407)
hussainabad-cell: Construction of PCC Road from Brahm Sthan House of Sanjay Master to House of Sanjay Paswan in ward no. 2 xyxy=(680,792,773,818)
truck-body: बारियातू। थाना क्षेत्र के बारियातू पुल पर डिवाइडर तोड़ते हुए कोयला लदा 12 चक्का ट्रक अनियंत्रित होकर पलट गया, जिससे चालक घायल हो गया। जानकारी के मुताबिक 12 चक्का ट्रक रांची-चतरा मुख्य मार्ग से कोयला लेकर चतरा की ओर जा रहा था। उसी बीच ट्रक अनियंत्रित होकर बारियातू पुल का डिवाइडर तोड़ते हुए पलट गया। वाहन पुल में अटक कर रह गया, जिससे बड़ी अनहोनी टल गई। घायल चालक को स्थानीय लोगों की मदद से अस्पताल भेजा गया। सूचना मिलते ही थाना प्रभारी मौके पर पहुंचे और वाहन को जब्त कर मामले की जांच में जुट गए। xyxy=(278,524,338,721)
hussainabad-cell: 3 xyxy=(601,740,622,766)
nazar-item xyxy=(24,1057,130,1241)
